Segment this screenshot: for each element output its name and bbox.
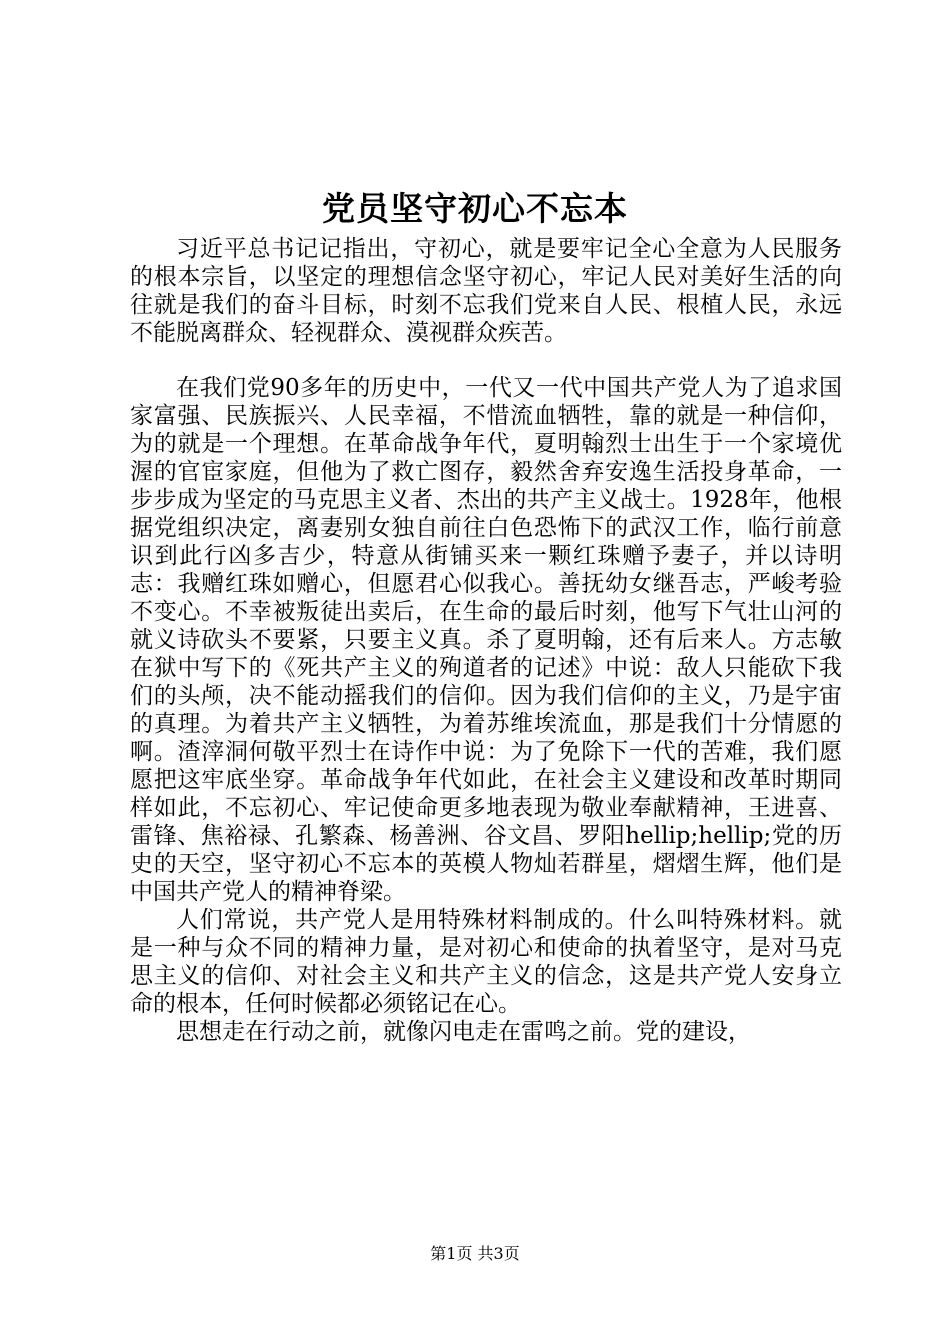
page-footer: 第1页 共3页	[430, 1244, 520, 1263]
paragraph-1: 习近平总书记记指出，守初心，就是要牢记全心全意为人民服务的根本宗旨，以坚定的理想信念坚守初心，牢记人民对美好生活的向往就是我们的奋斗目标，时刻不忘我们党来自人民、根植人民，永远不能脱离群众、轻视群众、漠视群众疾苦。	[130, 236, 842, 346]
document-body	[130, 235, 842, 1046]
document-title: 党员坚守初心不忘本	[322, 189, 628, 228]
paragraph-3: 人们常说，共产党人是用特殊材料制成的。什么叫特殊材料。就是一种与众不同的精神力量，是对初心和使命的执着坚守，是对马克思主义的信仰、对社会主义和共产主义的信念，这是共产党人安身立命的根本，任何时候都必须铭记在心。	[130, 907, 842, 1017]
paragraph-2: 在我们党90多年的历史中，一代又一代中国共产党人为了追求国家富强、民族振兴、人民幸福，不惜流血牺牲，靠的就是一种信仰，为的就是一个理想。在革命战争年代，夏明翰烈士出生于一个家境优渥的官宦家庭，但他为了救亡图存，毅然舍弃安逸生活投身革命，一步步成为坚定的马克思主义者、杰出的共产主义战士。1928年，他根据党组织决定，离妻别女独自前往白色恐怖下的武汉工作，临行前意识到此行凶多吉少，特意从街铺买来一颗红珠赠予妻子，并以诗明志：我赠红珠如赠心，但愿君心似我心。善抚幼女继吾志，严峻考验不变心。不幸被叛徒出卖后，在生命的最后时刻，他写下气壮山河的就义诗砍头不要紧，只要主义真。杀了夏明翰，还有后来人。方志敏在狱中写下的《死共产主义的殉道者的记述》中说：敌人只能砍下我们的头颅，决不能动摇我们的信仰。因为我们信仰的主义，乃是宇宙的真理。为着共产主义牺牲，为着苏维埃流血，那是我们十分情愿的啊。渣滓洞何敬平烈士在诗作中说：为了免除下一代的苦难，我们愿愿把这牢底坐穿。革命战争年代如此，在社会主义建设和改革时期同样如此，不忘初心、牢记使命更多地表现为敬业奉献精神，王进喜、雷锋、焦裕禄、孔繁森、杨善洲、谷文昌、罗阳hellip;hellip;党的历史的天空，坚守初心不忘本的英模人物灿若群星，熠熠生辉，他们是中国共产党人的精神脊梁。	[130, 375, 842, 905]
paragraph-spacer	[130, 347, 842, 374]
paragraph-4: 思想走在行动之前，就像闪电走在雷鸣之前。党的建设，	[176, 1019, 751, 1045]
